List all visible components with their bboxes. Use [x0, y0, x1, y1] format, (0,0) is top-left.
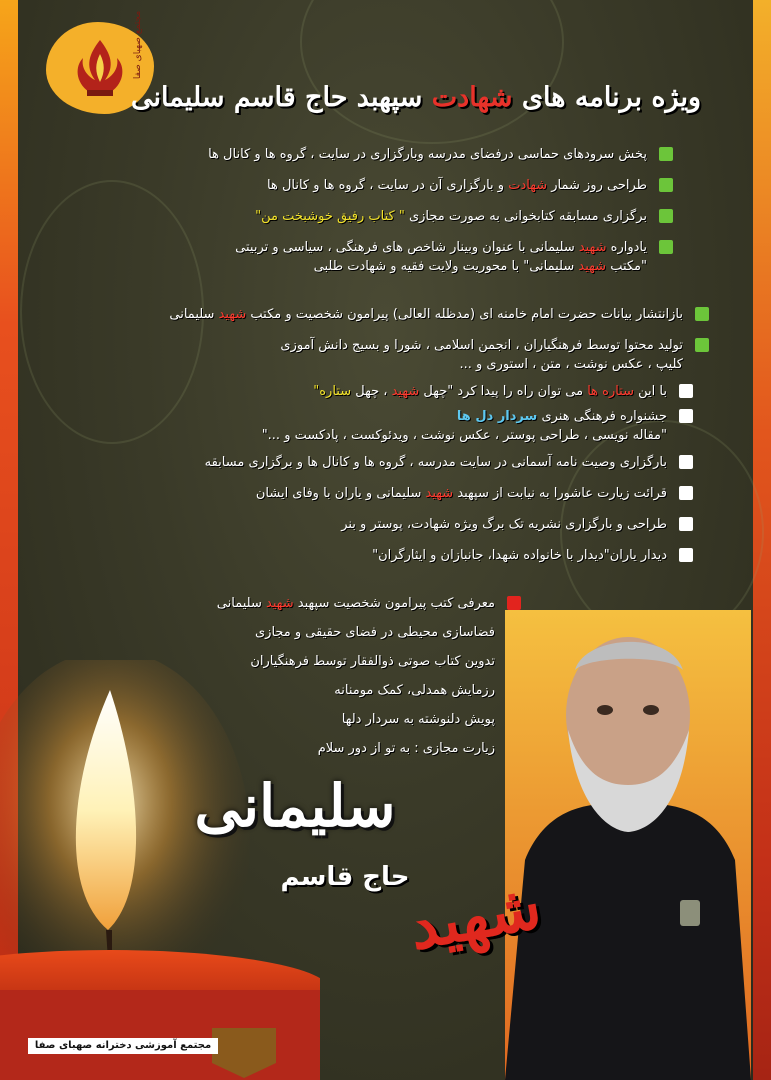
- list-item: جشنواره فرهنگی هنری سردار دل ها "مقاله نویسی ، طراحی پوستر ، عکس نوشت ، ویدئوکست ، پادکست و ...": [53, 407, 693, 445]
- list-item: پخش سرودهای حماسی درفضای مدرسه وبارگزاری در سایت ، گروه ها و کانال ها: [73, 145, 673, 164]
- green-program-list-2: [59, 305, 709, 374]
- list-item: یادواره شهید سلیمانی با عنوان وبینار شاخص های فرهنگی ، سیاسی و تربیتی "مکتب شهید سلیمانی" با محوریت ولایت فقیه و شهادت طلبی: [73, 238, 673, 276]
- flame-hand-logo-icon: [65, 36, 135, 100]
- white-bullet-icon: [679, 455, 693, 469]
- white-bullet-icon: [679, 409, 693, 423]
- page-title: ویژه برنامه های شهادت سپهبد حاج قاسم سلیمانی: [130, 82, 701, 113]
- white-bullet-icon: [679, 517, 693, 531]
- portrait-photo: [505, 610, 751, 1080]
- list-item: با این ستاره ها می توان راه را پیدا کرد "چهل شهید ، چهل ستاره": [53, 382, 693, 401]
- list-item: قرائت زیارت عاشورا به نیابت از سپهبد شهید سلیمانی و یاران با وفای ایشان: [53, 484, 693, 503]
- list-item: بارگزاری وصیت نامه آسمانی در سایت مدرسه ، گروه ها و کانال ها و برگزاری مسابقه: [53, 453, 693, 472]
- green-bullet-icon: [659, 240, 673, 254]
- list-item: رزمایش همدلی، کمک مومنانه: [101, 681, 521, 700]
- list-item: طراحی و بارگزاری نشریه تک برگ ویژه شهادت، پوستر و بنر: [53, 515, 693, 534]
- white-bullet-icon: [679, 548, 693, 562]
- list-item: پویش دلنوشته به سردار دلها: [101, 710, 521, 729]
- green-bullet-icon: [695, 338, 709, 352]
- list-item: دیدار یاران"دیدار با خانواده شهدا، جانبازان و ایثارگران": [53, 546, 693, 565]
- list-item: طراحی روز شمار شهادت و بارگزاری آن در سایت ، گروه ها و کانال ها: [73, 176, 673, 195]
- logo-text: مجتمع صهبای صفا: [133, 10, 144, 80]
- hero-last-name: سلیمانی: [194, 772, 396, 840]
- list-item: معرفی کتب پیرامون شخصیت سپهبد شهید سلیمانی: [101, 594, 521, 613]
- green-bullet-icon: [695, 307, 709, 321]
- hero-first-name: حاج قاسم: [280, 862, 410, 892]
- title-highlight: شهادت: [431, 82, 513, 113]
- ornament-top: [300, 0, 564, 144]
- list-item: تولید محتوا توسط فرهنگیاران ، انجمن اسلامی ، شورا و بسیج دانش آموزی کلیپ ، عکس نوشت ، متن ، استوری و ...: [59, 336, 709, 374]
- green-program-list: [73, 145, 673, 290]
- list-item: زیارت مجازی : به تو از دور سلام: [101, 739, 521, 758]
- white-bullet-icon: [679, 486, 693, 500]
- list-item: تدوین کتاب صوتی ذوالفقار توسط فرهنگیاران: [101, 652, 521, 671]
- green-bullet-icon: [659, 209, 673, 223]
- shahid-calligraphy: شهید: [403, 869, 547, 964]
- list-item: بازانتشار بیانات حضرت امام خامنه ای (مدظله العالی) پیرامون شخصیت و مکتب شهید سلیمانی: [59, 305, 709, 324]
- red-bullet-icon: [507, 596, 521, 610]
- green-bullet-icon: [659, 147, 673, 161]
- list-item: برگزاری مسابقه کتابخوانی به صورت مجازی " کتاب رفیق خوشبخت من": [73, 207, 673, 226]
- white-bullet-icon: [679, 384, 693, 398]
- footer-text: مجتمع آموزشی دخترانه صهبای صفا: [28, 1038, 218, 1054]
- green-bullet-icon: [659, 178, 673, 192]
- list-item: فضاسازی محیطی در فضای حقیقی و مجازی: [101, 623, 521, 642]
- white-program-list: [53, 382, 693, 565]
